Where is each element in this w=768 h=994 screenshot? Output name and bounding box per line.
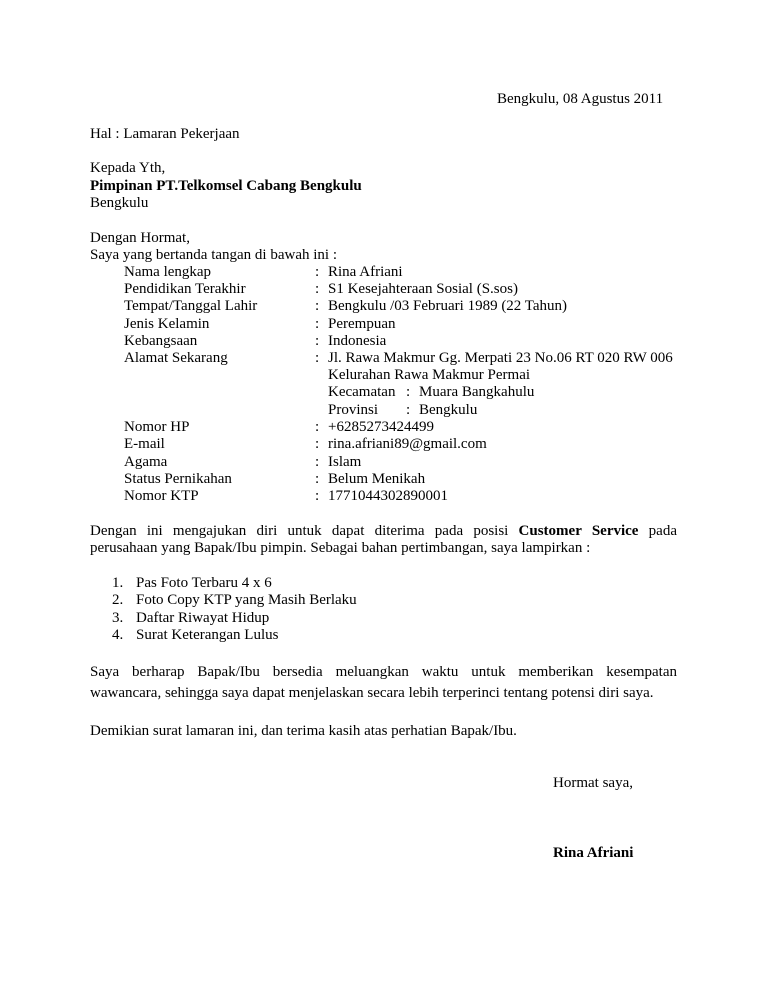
field-colon: : — [315, 264, 320, 280]
position-name: Customer Service — [518, 523, 639, 539]
list-number: 4. — [112, 627, 124, 643]
list-item: Surat Keterangan Lulus — [136, 627, 279, 643]
district-colon: : — [406, 384, 411, 400]
field-colon: : — [315, 350, 320, 366]
application-line-1: Dengan ini mengajukan diri untuk dapat diterima pada posisi Customer Service pada — [90, 523, 677, 539]
list-item: Foto Copy KTP yang Masih Berlaku — [136, 592, 357, 608]
hope-paragraph: Saya berharap Bapak/Ibu bersedia meluangkan waktu untuk memberikan kesempatan wawancara, sehingga saya dapat menjelaskan secara lebih terperinci tentang potensi diri saya. — [90, 664, 677, 701]
place-date: Bengkulu, 08 Agustus 2011 — [497, 91, 664, 107]
field-colon: : — [315, 333, 320, 349]
address-line-1: Jl. Rawa Makmur Gg. Merpati 23 No.06 RT 020 RW 006 — [328, 350, 673, 366]
province-colon: : — [406, 402, 411, 418]
field-colon: : — [315, 454, 320, 470]
field-colon: : — [315, 298, 320, 314]
field-colon: : — [315, 419, 320, 435]
field-label: Kebangsaan — [124, 333, 198, 349]
list-number: 2. — [112, 592, 124, 608]
recipient-name: Pimpinan PT.Telkomsel Cabang Bengkulu — [90, 178, 362, 194]
field-label: Pendidikan Terakhir — [124, 281, 246, 297]
field-value: 1771044302890001 — [328, 488, 448, 504]
field-colon: : — [315, 471, 320, 487]
intro-text: Saya yang bertanda tangan di bawah ini : — [90, 247, 338, 263]
district-label: Kecamatan — [328, 384, 396, 400]
address-line-2: Kelurahan Rawa Makmur Permai — [328, 367, 531, 383]
recipient-greeting: Kepada Yth, — [90, 160, 166, 176]
field-label: Tempat/Tanggal Lahir — [124, 298, 258, 314]
application-line-2: perusahaan yang Bapak/Ibu pimpin. Sebagai bahan pertimbangan, saya lampirkan : — [90, 540, 591, 556]
thanks-paragraph: Demikian surat lamaran ini, dan terima kasih atas perhatian Bapak/Ibu. — [90, 723, 517, 739]
province-value: Bengkulu — [419, 402, 478, 418]
field-value: Indonesia — [328, 333, 387, 349]
recipient-city: Bengkulu — [90, 195, 149, 211]
field-label: Nama lengkap — [124, 264, 212, 280]
list-number: 3. — [112, 610, 124, 626]
subject-line: Hal : Lamaran Pekerjaan — [90, 126, 240, 142]
field-value: Belum Menikah — [328, 471, 426, 487]
field-value: rina.afriani89@gmail.com — [328, 436, 487, 452]
field-colon: : — [315, 488, 320, 504]
field-value: Bengkulu /03 Februari 1989 (22 Tahun) — [328, 298, 568, 314]
field-label: E-mail — [124, 436, 165, 452]
field-label: Alamat Sekarang — [124, 350, 228, 366]
list-item: Daftar Riwayat Hidup — [136, 610, 270, 626]
field-label: Nomor HP — [124, 419, 190, 435]
province-label: Provinsi — [328, 402, 379, 418]
list-number: 1. — [112, 575, 124, 591]
field-colon: : — [315, 436, 320, 452]
district-value: Muara Bangkahulu — [419, 384, 535, 400]
list-item: Pas Foto Terbaru 4 x 6 — [136, 575, 272, 591]
regards: Hormat saya, — [553, 775, 633, 791]
field-label: Nomor KTP — [124, 488, 199, 504]
field-colon: : — [315, 316, 320, 332]
field-colon: : — [315, 281, 320, 297]
field-label: Agama — [124, 454, 168, 470]
field-value: +6285273424499 — [328, 419, 434, 435]
field-label: Jenis Kelamin — [124, 316, 210, 332]
field-label: Status Pernikahan — [124, 471, 232, 487]
field-value: S1 Kesejahteraan Sosial (S.sos) — [328, 281, 518, 297]
field-value: Perempuan — [328, 316, 396, 332]
salutation: Dengan Hormat, — [90, 230, 190, 246]
field-value: Islam — [328, 454, 362, 470]
field-value: Rina Afriani — [328, 264, 403, 280]
signer-name: Rina Afriani — [553, 845, 634, 861]
